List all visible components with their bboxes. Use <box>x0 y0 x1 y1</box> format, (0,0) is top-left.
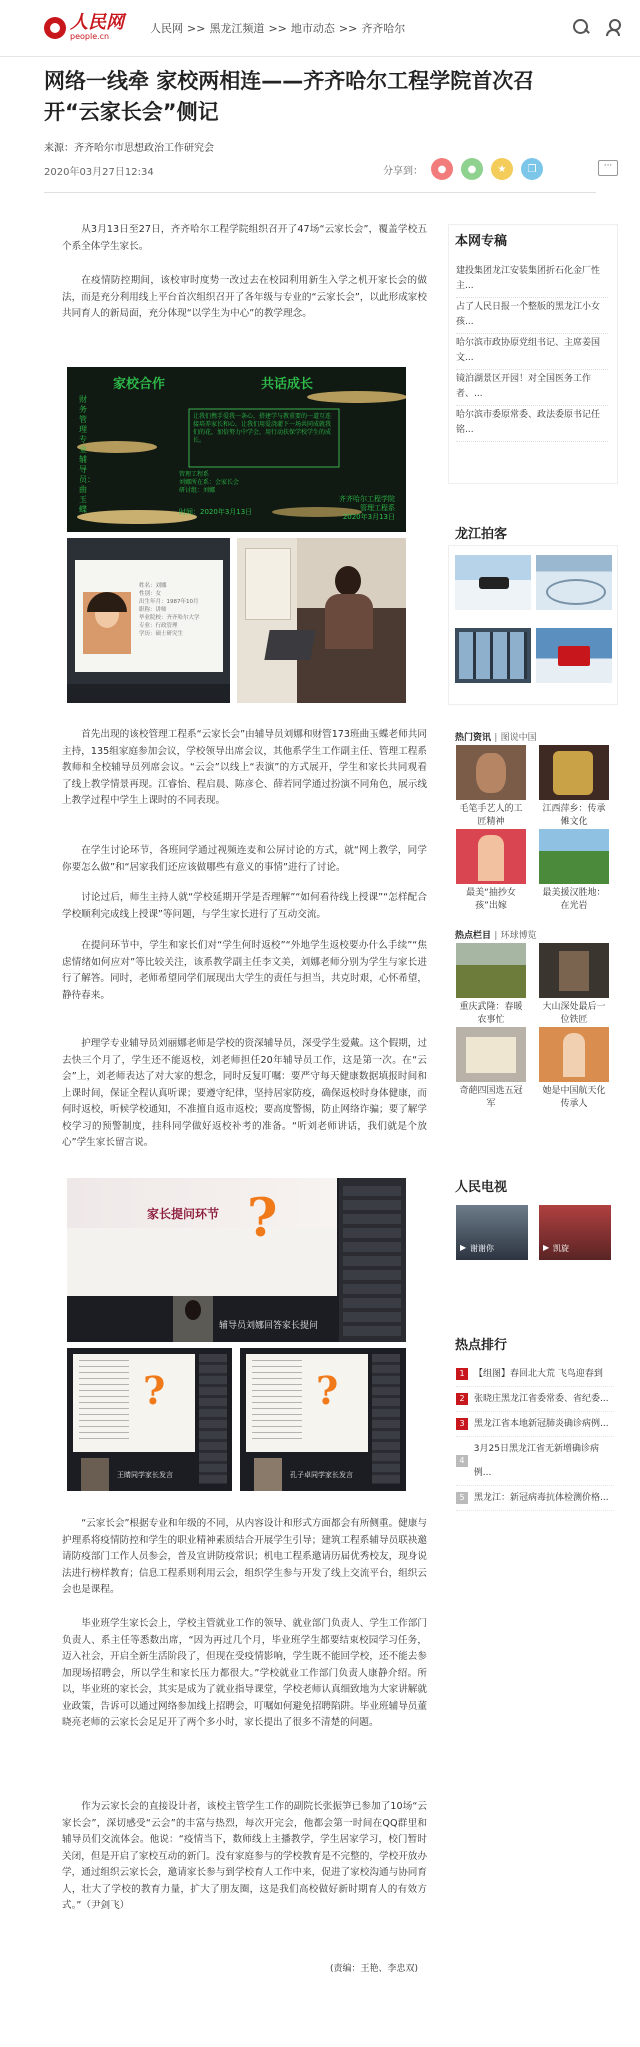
profile-text: 姓名：刘娜 性别：女 出生年月：1987年10月 职称：讲师 毕业院校：齐齐哈尔大学 专业：行政管理 学历：硕士研究生 <box>139 583 200 637</box>
breadcrumb-item-qiqihar[interactable]: 齐齐哈尔 <box>361 22 406 35</box>
rank-number: 2 <box>456 1393 468 1405</box>
slide3-caption: 王睛同学家长发言 <box>117 1471 173 1479</box>
rank-number: 3 <box>456 1418 468 1430</box>
article-paragraph: 毕业班学生家长会上，学校主管就业工作的领导、就业部门负责人、学生工作部门负责人、系主任等悉数出席，“因为再过几个月，毕业班学生都要结束校园学习任务，迈入社会，开启全新生活阶段了，但现在受疫情影响，学生既不能回学校，还不能去参加现场招聘会，所以学生和家长压力都很大。”学校就业工作部门负责人康静介绍。所以，毕业班的家长会，其实是成为了就业指导课堂，学校老师认真细致地为大家讲解就业政策，告诉可以通过网络参加线上招聘会，叮嘱如何避免招聘陷阱。毕业班辅导员董晓亮老师的云家长会足足开了两个多小时，家长提出了很多不清楚的问题。 <box>62 1618 427 1728</box>
search-icon[interactable] <box>572 18 590 36</box>
featured-item[interactable]: 哈尔滨市政协原党组书记、主席姜国文... <box>456 334 608 370</box>
tab-separator: | <box>494 733 498 743</box>
article-editor: (责编：王艳、李忠双) <box>330 1964 419 1974</box>
featured-item[interactable]: 镜泊湖景区开园！对全国医务工作者、... <box>456 370 608 406</box>
column-tabs <box>455 928 537 941</box>
copy-link-icon[interactable]: ❐ <box>521 158 543 180</box>
title-divider <box>44 192 596 193</box>
rank-number: 5 <box>456 1492 468 1504</box>
featured-item[interactable]: 建投集团龙江安装集团折石化金厂性主... <box>456 262 608 298</box>
teacher-photo-image <box>237 538 406 703</box>
rank-text[interactable]: 张晓庄黑龙江省委常委、省纪委... <box>474 1394 609 1404</box>
tab-picture-china[interactable]: 图说中国 <box>500 733 537 743</box>
banner-side-label: 财务管理专业 辅导员：曲玉蝶 <box>79 395 95 514</box>
column-thumb-2[interactable] <box>539 943 609 998</box>
meeting-banner-image <box>67 367 406 532</box>
photo-thumb-ice-track[interactable] <box>536 555 612 610</box>
share-bar <box>383 158 543 180</box>
featured-item[interactable]: 哈尔滨市委原常委、政法委原书记任铭... <box>456 406 608 442</box>
banner-title-right: 共话成长 <box>261 377 314 392</box>
hot-caption[interactable]: 最美援汉胜地：在光岩 <box>542 888 606 911</box>
tab-hot-news[interactable]: 热门资讯 <box>455 733 492 743</box>
profile-slide-image <box>67 538 230 703</box>
tv-section-title: 人民电视 <box>455 1180 508 1195</box>
rank-list <box>456 1362 614 1511</box>
tab-world-view[interactable]: 环球博览 <box>500 931 537 941</box>
slide4-caption: 孔子卓同学家长发言 <box>290 1471 353 1479</box>
more-icon[interactable]: ··· <box>598 160 618 176</box>
hot-thumb-1[interactable] <box>456 745 526 800</box>
logo-cn: 人民网 <box>70 12 124 33</box>
share-label: 分享到： <box>383 165 423 177</box>
rank-item[interactable] <box>456 1437 614 1486</box>
hot-thumb-4[interactable] <box>539 829 609 884</box>
featured-list <box>456 262 608 442</box>
column-caption[interactable]: 重庆武隆：春暖农事忙 <box>459 1002 523 1025</box>
breadcrumb-item-local[interactable]: 地市动态 <box>290 22 335 35</box>
banner-names: 管理工程系 刘娜所在系：会家长会 研讨组：刘娜 <box>179 471 240 494</box>
banner-date: 时间：2020年3月13日 <box>179 508 253 516</box>
parent-speech-image-1 <box>67 1348 232 1491</box>
tv-caption: 谢谢你 <box>470 1244 494 1253</box>
rank-number: 1 <box>456 1368 468 1380</box>
question-mark-icon: ? <box>247 1188 278 1249</box>
play-icon: ▶ <box>543 1243 550 1252</box>
logo-mark-icon <box>44 17 66 39</box>
column-caption[interactable]: 奇葩四国选五冠军 <box>459 1086 523 1109</box>
hot-thumb-2[interactable] <box>539 745 609 800</box>
tv-caption: 凯旋 <box>553 1244 569 1253</box>
featured-title: 本网专稿 <box>455 234 508 249</box>
column-caption[interactable]: 她是中国航天化传承人 <box>542 1086 606 1109</box>
breadcrumb-item-people[interactable]: 人民网 <box>150 22 183 35</box>
question-mark-icon: ? <box>143 1368 166 1413</box>
article-source: 来源：齐齐哈尔市思想政治工作研究会 <box>44 143 214 154</box>
breadcrumb-sep: >> <box>338 22 358 35</box>
logo-en: people.cn <box>70 32 110 41</box>
slide2-caption: 辅导员刘娜回答家长提问 <box>219 1321 319 1331</box>
banner-text: 让我们携手爱我一条心，搭建学与教重要的一道互连接培养家长和心，让我们用爱浇灌下一场共同成就我们的花，加倍努力中学会，用行动扶保学校学生的成长。 <box>193 413 332 444</box>
column-caption[interactable]: 大山深处最后一位铁匠 <box>542 1002 606 1025</box>
breadcrumb <box>150 20 409 36</box>
breadcrumb-item-heilongjiang[interactable]: 黑龙江频道 <box>209 22 265 35</box>
question-mark-icon: ? <box>316 1368 339 1413</box>
slide2-heading: 家长提问环节 <box>147 1207 220 1221</box>
rank-text[interactable]: 3月25日黑龙江省无新增确诊病例... <box>473 1444 599 1478</box>
weibo-share-icon[interactable]: ● <box>431 158 453 180</box>
rank-item[interactable] <box>456 1362 614 1387</box>
rank-text[interactable]: 黑龙江：新冠病毒抗体检测价格... <box>474 1493 609 1503</box>
breadcrumb-sep: >> <box>187 22 206 35</box>
parent-question-slide-image <box>67 1178 406 1342</box>
rank-item[interactable] <box>456 1486 614 1511</box>
hot-caption[interactable]: 毛笔手艺人的工匠精神 <box>459 804 523 827</box>
breadcrumb-sep: >> <box>268 22 287 35</box>
rank-text[interactable]: 黑龙江省本地新冠肺炎确诊病例... <box>474 1419 609 1429</box>
tab-separator: | <box>494 931 498 941</box>
hot-caption[interactable]: 最美“抽抄女孩”出嫁 <box>466 888 516 911</box>
rank-number: 4 <box>456 1455 468 1467</box>
featured-item[interactable]: 占了人民日报一个整版的黑龙江小女孩... <box>456 298 608 334</box>
tv-thumb-2[interactable] <box>539 1205 611 1260</box>
rank-item[interactable] <box>456 1412 614 1437</box>
article-paragraph: 从3月13日至27日，齐齐哈尔工程学院组织召开了47场“云家长会”，覆盖学校五个系全体学生家长。 <box>62 224 427 252</box>
rank-item[interactable] <box>456 1387 614 1412</box>
photo-thumb-car[interactable] <box>455 555 531 610</box>
article-paragraph: “云家长会”根据专业和年级的不同，从内容设计和形式方面都会有所侧重。健康与护理系将疫情防控和学生的职业精神素质结合开展学生引导；建筑工程系辅导员联袂邀请防疫部门工作人员参会，普及宣讲防疫常识；机电工程系邀请历届优秀校友，现身说法进行榜样教育；信息工程系则利用云会，组织学生参与开发了线上交流平台，组织云会也是课程。 <box>62 1518 427 1595</box>
page-title: 网络一线牵 家校两相连——齐齐哈尔工程学院首次召开“云家长会”侧记 <box>44 69 535 124</box>
hot-thumb-3[interactable] <box>456 829 526 884</box>
photo-thumb-window[interactable] <box>455 628 531 683</box>
article-date: 2020年03月27日12:34 <box>44 167 154 178</box>
hot-caption[interactable]: 江西萍乡：传承傩文化 <box>542 804 606 827</box>
profile-photo <box>83 592 131 654</box>
hot-tabs <box>455 730 537 743</box>
play-icon: ▶ <box>460 1243 467 1252</box>
banner-org: 齐齐哈尔工程学院 管理工程系 2020年3月13日 <box>339 495 395 521</box>
article-paragraph: 在学生讨论环节，各班同学通过视频连麦和公屏讨论的方式，就“网上教学，同学你要怎么做”和“居家我们还应该做哪些有意义的事情”进行了讨论。 <box>62 845 427 873</box>
photo-thumb-truck[interactable] <box>536 628 612 683</box>
user-icon[interactable] <box>604 18 622 36</box>
column-thumb-3[interactable] <box>456 1027 526 1082</box>
tab-hot-columns[interactable]: 热点栏目 <box>455 931 492 941</box>
article-paragraph: 在疫情防控期间，该校审时度势一改过去在校园利用新生入学之机开家长会的做法，而是充分利用线上平台首次组织召开了各年级与专业的“云家长会”，以此形成家校共同育人的新局面，充分体现“以学生为中心”的教学理念。 <box>62 275 427 319</box>
photo-section-title: 龙江拍客 <box>455 527 508 542</box>
people-logo[interactable] <box>44 14 124 41</box>
article-paragraph: 作为云家长会的直接设计者，该校主管学生工作的副院长张振笋已参加了10场“云家长会”，深切感受“云会”的丰富与热烈，每次开完会，他都会第一时间在QQ群里和辅导员们交流体会。他说：“疫情当下，数师线上主播教学，学生居家学习，校门暂时关闭，但是开启了家校互动的新门。没有家庭参与的学校教育是不完整的，学校开放办学，通过组织云家长会，邀请家长参与到学校育人工作中来，促进了家校沟通与协同育人，壮大了学校的教育力量，扩大了朋友圈，这是我们高校做好新时期育人的有效方式。”（尹剑飞） <box>62 1801 427 1911</box>
wechat-share-icon[interactable]: ● <box>461 158 483 180</box>
article-paragraph: 护理学专业辅导员刘丽娜老师是学校的资深辅导员，深受学生爱戴。这个假期，过去快三个月了，学生还不能返校，刘老师担任20年辅导员工作，这是第一次。在“云会”上，刘老师表达了对大家的想念，同时反复叮嘱：要严守每天健康数据填报时间和上课时间，保证全程认真听课；要遵守纪律，坚持居家防疫，确保返校时身体健康，而何时返校，听候学校通知，不准擅自返市返校；要高度警惕，防止网络诈骗；要了解学校学习的预警制度，挂科同学做好返校补考的准备。“听刘老师讲话，我们就是个放心”学生家长留言说。 <box>62 1038 427 1148</box>
top-bar <box>0 0 640 57</box>
article-paragraph: 在提问环节中，学生和家长们对“学生何时返校”“外地学生返校要办什么手续”“焦虑情绪如何应对”等比较关注，该系教学副主任李文美，刘娜老师分别为学生与家长进行了解答。同时，老师希望同学们展现出大学生的责任与担当，共克时艰，心怀希望，静待春来。 <box>62 940 427 1001</box>
article-paragraph: 讨论过后，师生主持人就“学校延期开学是否理解”“如何看待线上授课”“怎样配合学校顺利完成线上授课”等问题，与学生家长进行了互动交流。 <box>62 892 427 920</box>
tv-thumb-1[interactable] <box>456 1205 528 1260</box>
rank-section-title: 热点排行 <box>455 1338 508 1353</box>
banner-title-left: 家校合作 <box>113 377 166 392</box>
article-paragraph: 首先出现的该校管理工程系“云家长会”由辅导员刘娜和财管173班曲玉蝶老师共同主持，135组家庭参加会议，学校领导出席会议，其他系学生工作副主任、管理工程系教师和全校辅导员列席会议。“云会”以线上“表演”的方式展开，学生和家长共同观看了线上教学情景再现。江睿怡、程启晨、陈彦仑、薛若同学通过扮演不同角色，展示线上教学过程中学生上课时的不同表现。 <box>62 729 427 806</box>
parent-speech-image-2 <box>240 1348 406 1491</box>
qzone-share-icon[interactable]: ★ <box>491 158 513 180</box>
column-thumb-1[interactable] <box>456 943 526 998</box>
column-thumb-4[interactable] <box>539 1027 609 1082</box>
rank-text[interactable]: 【组图】春回北大荒 飞鸟迎春到 <box>474 1369 603 1379</box>
